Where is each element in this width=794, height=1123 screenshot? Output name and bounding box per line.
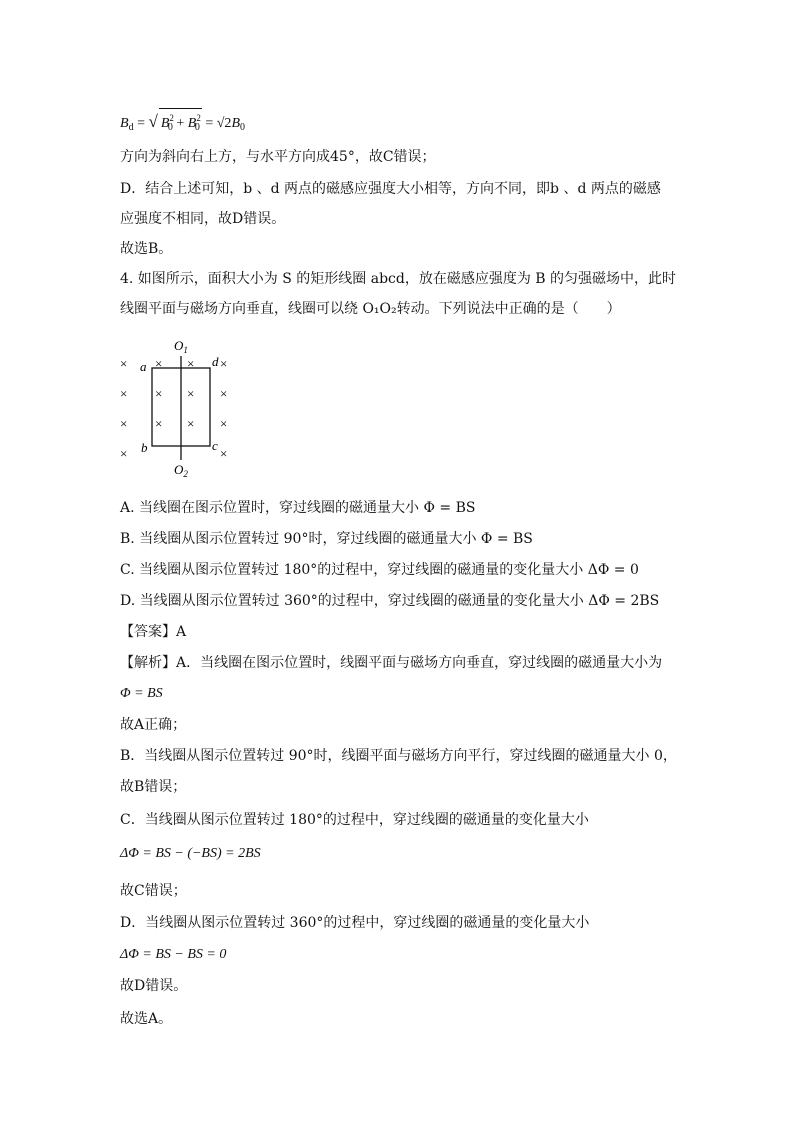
text-choose-b: 故选B。 <box>120 241 173 257</box>
formula-plus: + <box>172 116 188 131</box>
formula-b0-second: B <box>187 116 197 131</box>
text-a-correct: 故A正确； <box>120 717 187 733</box>
field-cross: × <box>220 356 228 371</box>
text-b-wrong: 故B错误； <box>120 779 187 795</box>
analysis-b: B．当线圈从图示位置转过 90°时，线圈平面与磁场方向平行，穿过线圈的磁通量大小 0， <box>120 748 677 764</box>
formula-tail: = √2 <box>201 116 232 131</box>
formula-sub-second: 0 <box>194 122 200 133</box>
field-cross: × <box>187 386 195 401</box>
field-cross: × <box>220 446 228 461</box>
coil-diagram <box>118 338 240 484</box>
label-o1: $O_1$ <box>174 338 188 355</box>
text-d-conclusion-2: 应强度不相同，故D错误。 <box>120 211 286 227</box>
formula-b0-third: B <box>231 116 240 131</box>
coil-figure <box>118 338 240 484</box>
analysis-d: D．当线圈从图示位置转过 360°的过程中，穿过线圈的磁通量的变化量大小 <box>120 915 590 931</box>
text-direction: 方向为斜向右上方，与水平方向成45°，故C错误； <box>120 149 436 165</box>
formula-sup-second: 2 <box>196 113 201 123</box>
field-cross: × <box>120 416 128 431</box>
analysis-c: C．当线圈从图示位置转过 180°的过程中，穿过线圈的磁通量的变化量大小 <box>120 812 589 828</box>
label-a: a <box>140 359 147 374</box>
equation-3: ΔΦ = BS − BS = 0 <box>120 947 227 962</box>
label-b: b <box>141 440 148 455</box>
formula-b0-first: B <box>160 116 170 131</box>
field-cross: × <box>120 386 128 401</box>
question-4-line-1: 4. 如图所示，面积大小为 S 的矩形线圈 abcd，放在磁感应强度为 B 的匀强磁场中，此时 <box>120 271 677 287</box>
option-b: B. 当线圈从图示位置转过 90°时，穿过线圈的磁通量大小 Φ = BS <box>120 531 533 547</box>
analysis-a: 【解析】A．当线圈在图示位置时，线圈平面与磁场方向垂直，穿过线圈的磁通量大小为 <box>120 655 663 671</box>
equation-2: ΔΦ = BS − (−BS) = 2BS <box>120 846 261 861</box>
formula-bd-sub: d <box>128 122 134 133</box>
field-cross: × <box>220 416 228 431</box>
text-d-wrong: 故D错误。 <box>120 978 188 994</box>
formula-bd-b: B <box>120 116 129 131</box>
formula-sup-first: 2 <box>169 113 174 123</box>
field-cross: × <box>187 356 195 371</box>
formula-bd <box>120 108 245 137</box>
text-c-wrong: 故C错误； <box>120 883 187 899</box>
formula-bd-radicand <box>159 108 202 137</box>
label-o2: $O_2$ <box>174 462 188 479</box>
field-cross: × <box>120 446 128 461</box>
field-cross: × <box>220 386 228 401</box>
formula-sub-first: 0 <box>167 122 173 133</box>
label-d: d <box>212 354 219 369</box>
option-d: D. 当线圈从图示位置转过 360°的过程中，穿过线圈的磁通量的变化量大小 ΔΦ = 2BS <box>120 593 660 609</box>
field-cross: × <box>155 386 163 401</box>
label-c: c <box>212 438 218 453</box>
equation-1: Φ = BS <box>120 686 163 701</box>
text-d-conclusion-1: D．结合上述可知，b 、d 两点的磁感应强度大小相等，方向不同，即b 、d 两点的磁感 <box>120 181 661 197</box>
option-a: A. 当线圈在图示位置时，穿过线圈的磁通量大小 Φ = BS <box>120 500 476 516</box>
radical-icon: √ <box>148 112 158 131</box>
field-cross: × <box>155 356 163 371</box>
option-c: C. 当线圈从图示位置转过 180°的过程中，穿过线圈的磁通量的变化量大小 ΔΦ = 0 <box>120 562 639 578</box>
question-4-line-2: 线圈平面与磁场方向垂直，线圈可以绕 O₁O₂转动。下列说法中正确的是（ ） <box>120 301 621 317</box>
field-cross: × <box>120 356 128 371</box>
formula-bd-eq: = <box>137 116 149 131</box>
field-cross: × <box>187 416 195 431</box>
formula-sub-third: 0 <box>240 122 245 133</box>
field-cross: × <box>155 416 163 431</box>
answer: 【答案】A <box>120 624 187 640</box>
text-choose-a: 故选A。 <box>120 1011 173 1027</box>
